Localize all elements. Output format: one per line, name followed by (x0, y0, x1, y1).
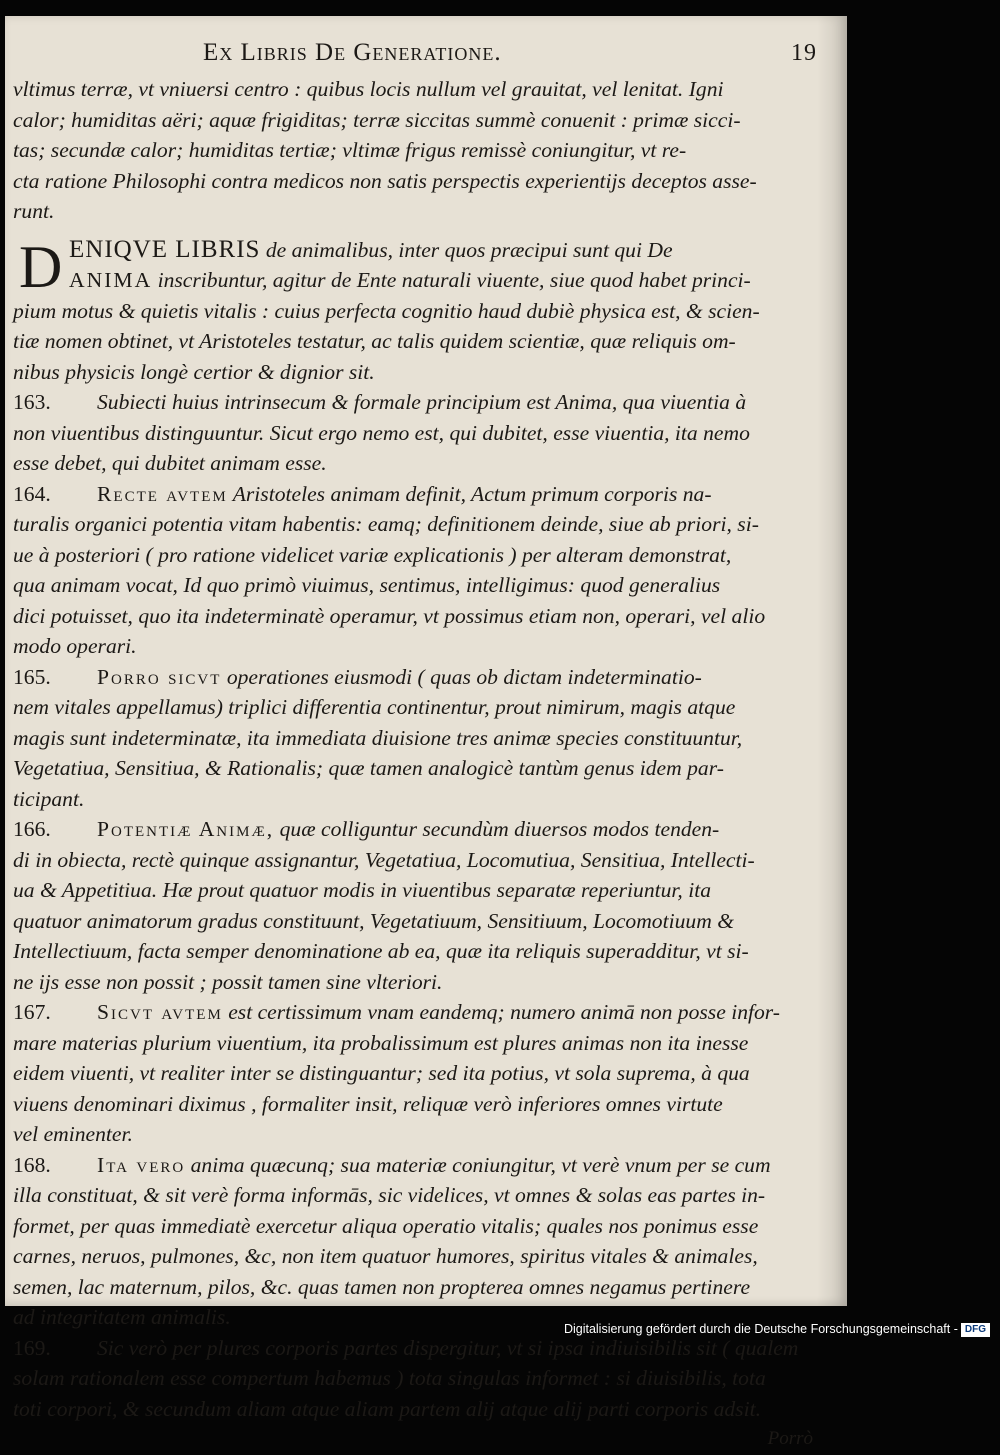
paragraph-first-text: est certissimum vnam eandemq; numero animā non posse infor- (222, 1000, 780, 1024)
paragraph-first-text: Aristoteles animam definit, Actum primum corporis na- (227, 481, 712, 506)
text-line: solam rationalem esse compertum habemus ) tota singulas informet : si diuisibilis, tota (13, 1366, 766, 1390)
text-line: esse debet, qui dubitet animam esse. (13, 451, 327, 475)
paragraph-lead: Ita vero (97, 1152, 186, 1177)
paragraph-first-text: anima quæcunq; sua materiæ coniungitur, vt verè vnum per se cum (185, 1152, 771, 1177)
dfg-logo: DFG (961, 1323, 990, 1337)
text-line: illa constituat, & sit verè forma informās, sic videlices, vt omnes & solas eas partes in- (13, 1183, 766, 1207)
text-line: ua & Appetitiua. Hæ prout quatuor modis in viuentibus separatæ reperiuntur, ita (13, 878, 712, 902)
text-line: ticipant. (13, 786, 85, 811)
paragraph-number: 168. (13, 1152, 51, 1177)
text-line: calor; humiditas aëri; aquæ frigiditas; terræ siccitas summè conuenit : primæ sicci- (13, 107, 741, 132)
text-line: vltimus terræ, vt vniuersi centro : quibus locis nullum vel grauitat, vel lenitat. Igni (13, 77, 724, 101)
paragraph-168-first-line (13, 1150, 835, 1181)
deniq-line2-rest: inscribuntur, agitur de Ente naturali viuente, siue quod habet princi- (152, 268, 751, 292)
text-line: toti corpori, & secundum aliam atque aliam partem alij atque alij parti corporis adsit. (13, 1396, 761, 1421)
paragraph-167-first-line (13, 997, 835, 1028)
text-line: dici potuisset, quo ita indeterminatè operamur, vt possimus etiam non, operari, vel alio (13, 603, 766, 628)
paragraph-number: 169. (13, 1335, 51, 1360)
text-line: modo operari. (13, 634, 137, 658)
text-line: quatuor animatorum gradus constituunt, Vegetatiuum, Sensitiuum, Locomotiuum & (13, 908, 734, 933)
deniq-lead: ENIQVE LIBRIS (69, 235, 261, 263)
text-line: turalis organici potentia vitam habentis: eamq; definitionem deinde, siue ab priori, si- (13, 512, 759, 536)
text-line: vel eminenter. (13, 1122, 133, 1146)
deniq-line2-caps: ANIMA (69, 268, 153, 292)
text-line: Intellectiuum, facta semper denominatione ab ea, quæ ita reliquis superadditur, vt si- (13, 939, 749, 963)
numbered-paragraphs (13, 387, 835, 1424)
running-header (13, 32, 835, 74)
deniq-second-line (13, 265, 835, 296)
paragraph-first-text: Subiecti huius intrinsecum & formale principium est Anima, qua viuentia à (97, 390, 747, 414)
paragraph-163-first-line (13, 387, 835, 418)
text-line: tas; secundæ calor; humiditas tertiæ; vltimæ frigus remissè coniungitur, vt re- (13, 138, 687, 162)
text-line: magis sunt indeterminatæ, ita immediata diuisione tres animæ species constituuntur, (13, 725, 743, 750)
paragraph-lead: Porro sicvt (97, 664, 222, 689)
paragraph-lead: Recte avtem (97, 481, 228, 506)
paragraph-169-first-line (13, 1333, 835, 1364)
text-line: Vegetatiua, Sensitiua, & Rationalis; quæ tamen analogicè tantùm genus idem par- (13, 756, 724, 780)
page-text (13, 32, 835, 1455)
page-number: 19 (791, 40, 817, 66)
running-title: Ex Libris De Generatione. (203, 39, 502, 66)
paragraph-164-first-line (13, 479, 835, 510)
paragraph-number: 166. (13, 817, 51, 841)
paragraph-number: 164. (13, 481, 51, 506)
text-line: tiæ nomen obtinet, vt Aristoteles testatur, ac talis quidem scientiæ, quæ reliquis om- (13, 329, 736, 353)
digitization-footer (564, 1322, 990, 1337)
paragraph-first-text: operationes eiusmodi ( quas ob dictam indeterminatio- (221, 664, 702, 689)
paragraph-lead: Potentiæ Animæ, (97, 817, 275, 841)
text-line: nem vitales appellamus) triplici differentia continentur, prout nimirum, magis atque (13, 695, 736, 719)
text-line: di in obiecta, rectè quinque assignantur, Vegetatiua, Locomutiua, Sensitiua, Intellecti- (13, 847, 755, 872)
text-line: non viuentibus distinguuntur. Sicut ergo nemo est, qui dubitet, esse viuentia, ita nemo (13, 420, 750, 445)
text-line: semen, lac maternum, pilos, &c. quas tamen non propterea omnes negamus pertinere (13, 1274, 751, 1299)
text-line: carnes, neruos, pulmones, &c, non item quatuor humores, spiritus vitales & animales, (13, 1244, 758, 1268)
paragraph-number: 165. (13, 664, 51, 689)
text-line: ad integritatem animalis. (13, 1305, 231, 1329)
paragraph-165-first-line (13, 662, 835, 693)
paragraph-first-text: quæ colliguntur secundùm diuersos modos tenden- (274, 817, 720, 841)
text-line: ne ijs esse non possit ; possit tamen sine vlteriori. (13, 969, 443, 994)
paragraph-166-first-line (13, 814, 835, 845)
paragraph-first-text: Sic verò per plures corporis partes dispergitur, vt si ipsa indiuisibilis sit ( qualem (97, 1335, 799, 1360)
footer-text: Digitalisierung gefördert durch die Deutsche Forschungsgemeinschaft - (563, 1322, 958, 1336)
paragraph-number: 163. (13, 390, 51, 414)
drop-capital: D (19, 233, 63, 300)
text-line: nibus physicis longè certior & dignior sit. (13, 359, 375, 384)
deniq-line1-rest: de animalibus, inter quos præcipui sunt qui De (260, 237, 673, 262)
text-line: viuens denominari diximus , formaliter insit, reliquæ verò inferiores omnes virtute (13, 1091, 723, 1116)
catchword: Porrò (767, 1428, 813, 1449)
text-line: runt. (13, 199, 55, 223)
text-line: eidem viuenti, vt realiter inter se distinguantur; sed ita potius, vt sola suprema, à qua (13, 1061, 750, 1085)
paragraph-number: 167. (13, 1000, 51, 1024)
paragraph-lead: Sicvt avtem (97, 1000, 223, 1024)
text-line: ue à posteriori ( pro ratione videlicet variæ explicationis ) per alteram demonstrat, (13, 542, 732, 567)
text-line: pium motus & quietis vitalis : cuius perfecta cognitio haud dubiè physica est, & scien- (13, 298, 760, 323)
text-line: formet, per quas immediatè exercetur aliqua operatio vitalis; quales nos ponimus esse (13, 1213, 759, 1238)
text-line: cta ratione Philosophi contra medicos non satis perspectis experientijs deceptos asse- (13, 168, 757, 193)
text-line: mare materias plurium viuentium, ita probalissimum est plures animas non ita inesse (13, 1030, 749, 1055)
text-line: qua animam vocat, Id quo primò viuimus, sentimus, intelligimus: quod generalius (13, 573, 721, 597)
